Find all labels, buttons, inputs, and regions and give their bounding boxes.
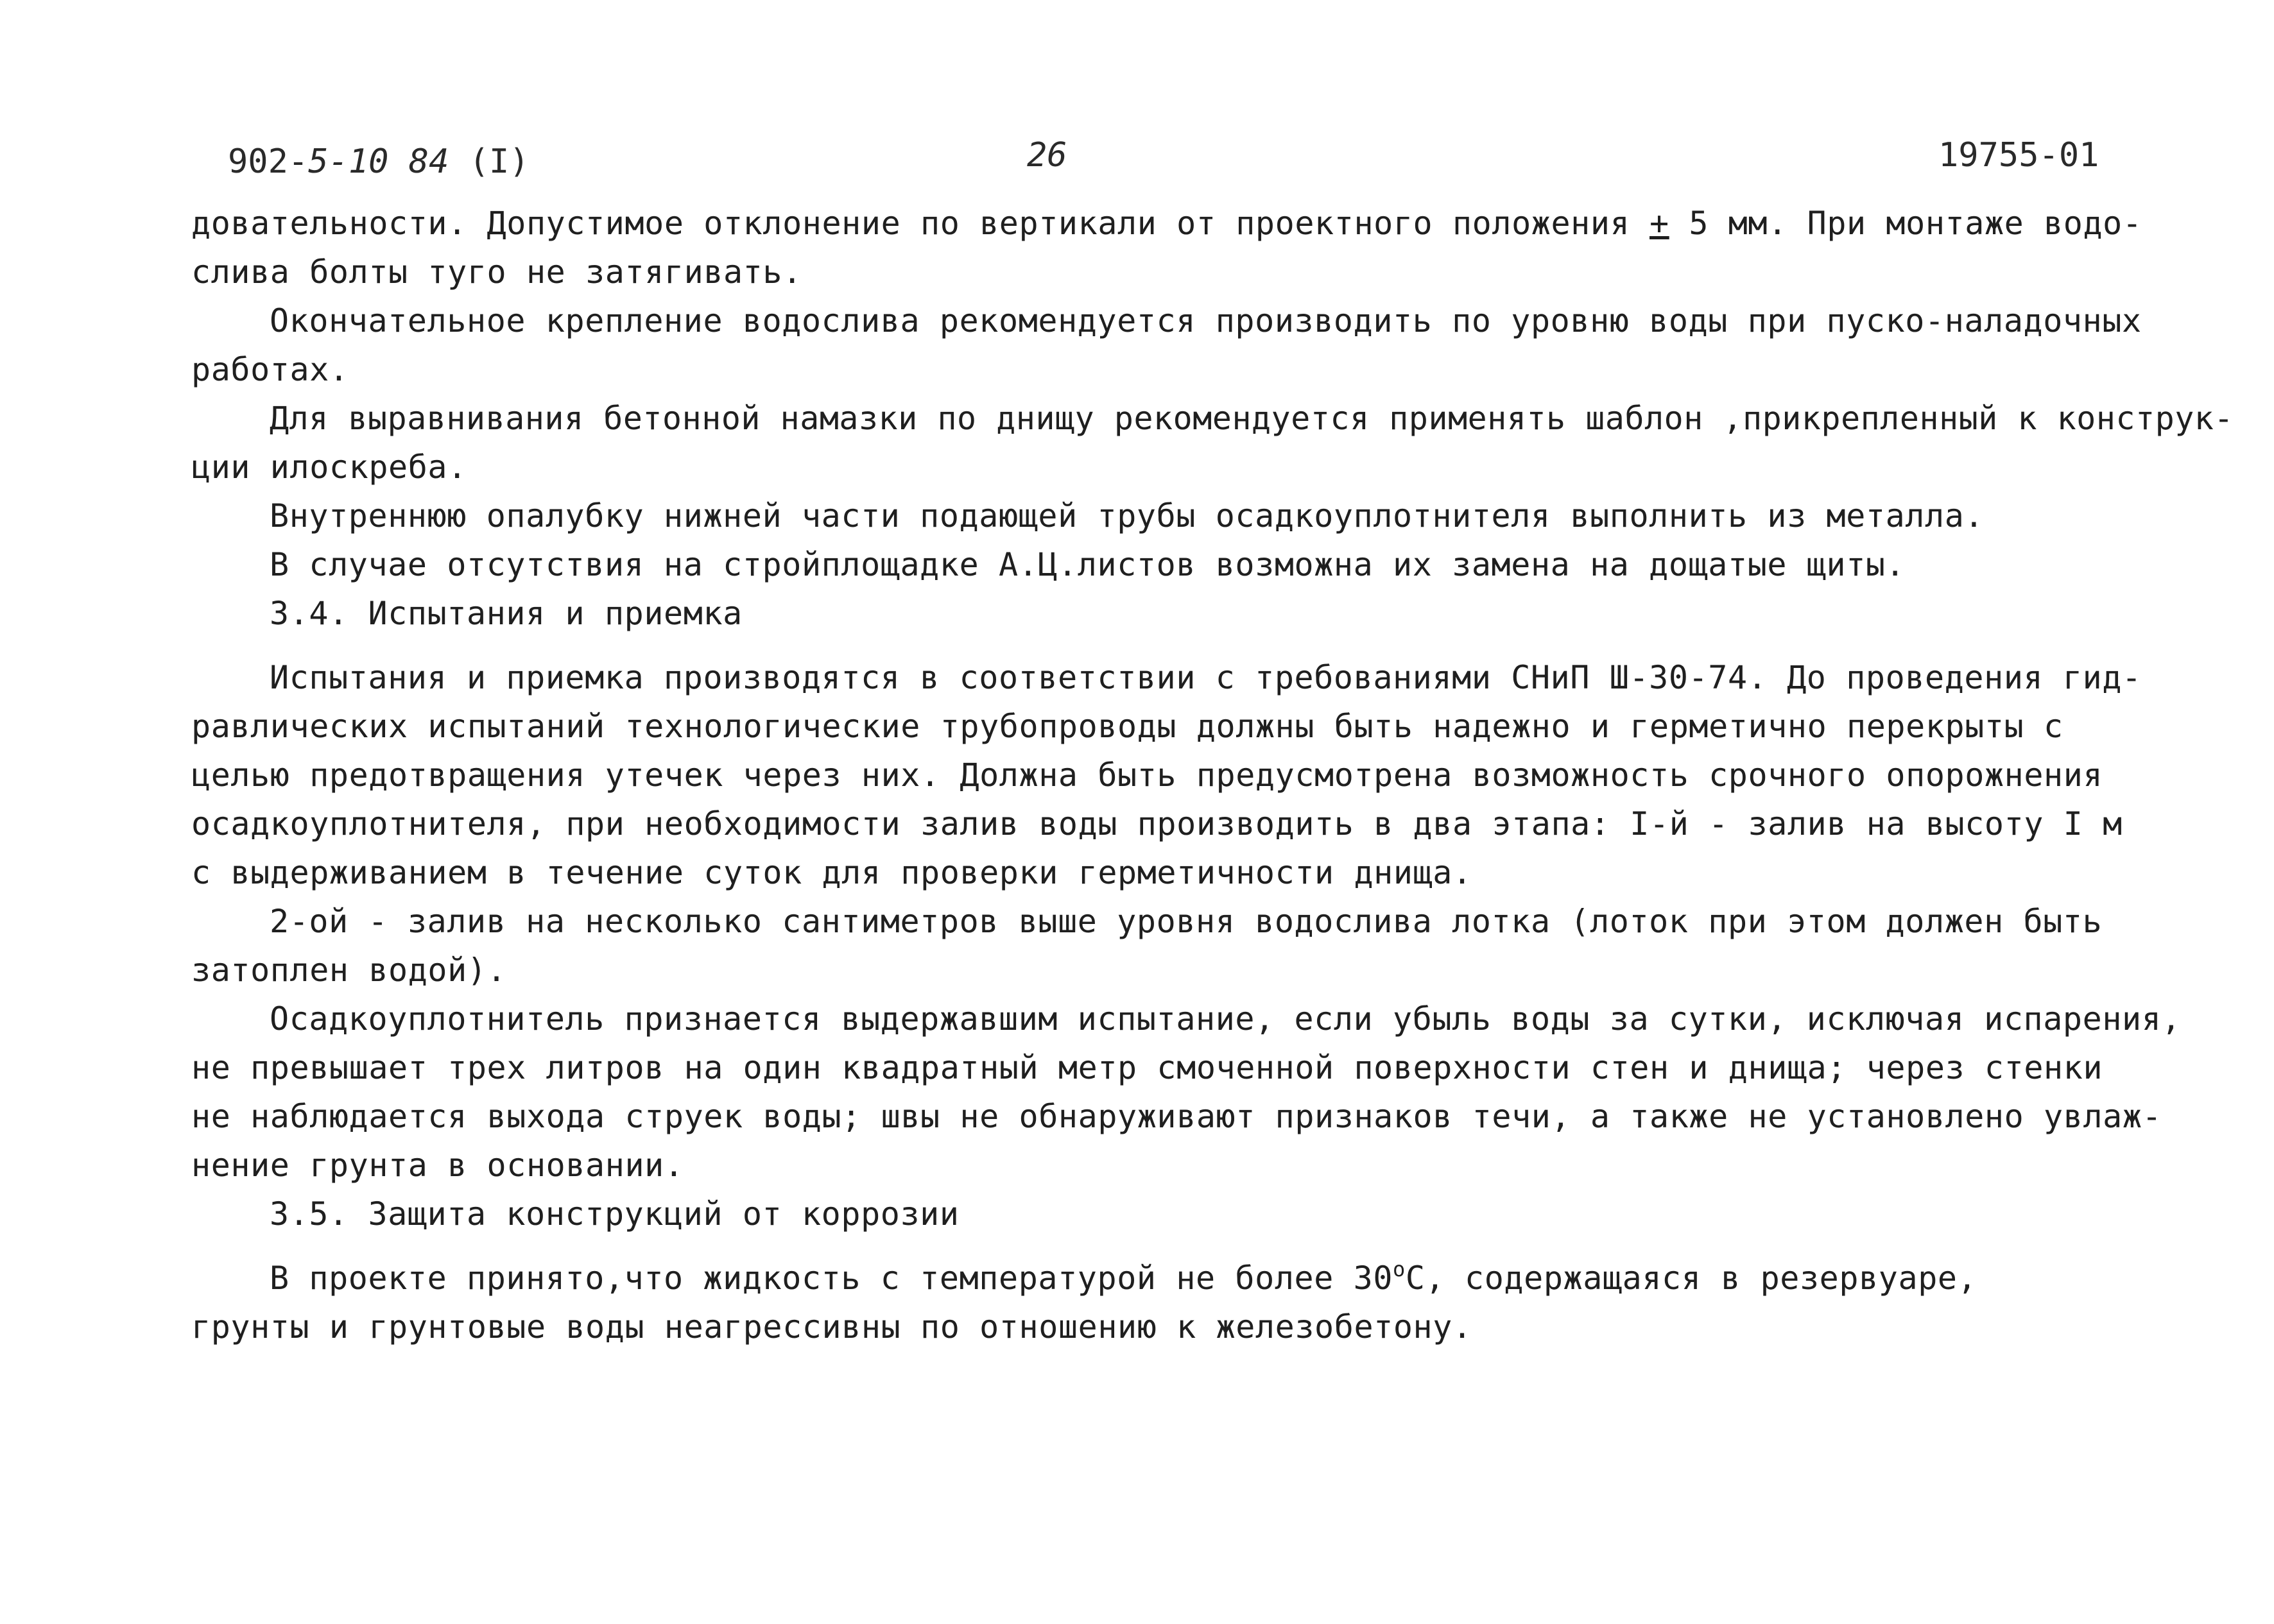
text-line: грунты и грунтовые воды неагрессивны по отношению к железобетону. bbox=[191, 1308, 1472, 1346]
paragraph-start: Окончательное крепление водослива рекомендуется производить по уровню воды при пуско-наладочных bbox=[270, 302, 2142, 339]
text-line: нение грунта в основании. bbox=[191, 1147, 684, 1184]
text-line: с выдерживанием в течение суток для проверки герметичности днища. bbox=[191, 854, 1472, 891]
text-line-part: В проекте принято,что жидкость с температурой не более 30 bbox=[270, 1260, 1393, 1297]
text-line bbox=[191, 204, 2142, 243]
paragraph-start: Внутреннюю опалубку нижней части подающей трубы осадкоуплотнителя выполнить из металла. bbox=[270, 497, 1985, 534]
section-heading: 3.4. Испытания и приемка bbox=[270, 595, 743, 632]
text-line: осадкоуплотнителя, при необходимости залив воды производить в два этапа: I-й - залив на высоту I м bbox=[191, 805, 2123, 842]
text-line-part: 5 мм. При монтаже водо- bbox=[1669, 205, 2142, 242]
inventory-number: 19755-01 bbox=[1938, 136, 2099, 175]
document-code-suffix: (I) bbox=[469, 142, 530, 181]
text-line: равлических испытаний технологические трубопроводы должны быть надежно и герметично перекрыты с bbox=[191, 708, 2063, 745]
text-line: затоплен водой). bbox=[191, 952, 507, 989]
document-code-handwritten: 5-10 84 bbox=[308, 142, 449, 181]
text-line: работах. bbox=[191, 351, 349, 388]
text-line: ции илоскреба. bbox=[191, 449, 467, 486]
page-number: 26 bbox=[1027, 136, 1067, 175]
text-line-part: довательности. Допустимое отклонение по вертикали от проектного положения bbox=[191, 205, 1650, 242]
paragraph-start: Осадкоуплотнитель признается выдержавшим испытание, если убыль воды за сутки, исключая испарения, bbox=[270, 1000, 2182, 1038]
degree-sign: o bbox=[1393, 1257, 1406, 1281]
text-line: не наблюдается выхода струек воды; швы не обнаруживают признаков течи, а также не установлено увлаж- bbox=[191, 1098, 2162, 1135]
text-line-part: С, содержащаяся в резервуаре, bbox=[1405, 1260, 1977, 1297]
document-code-prefix: 902- bbox=[228, 142, 309, 181]
text-line: слива болты туго не затягивать. bbox=[191, 253, 802, 291]
paragraph-start: Испытания и приемка производятся в соответствии с требованиями СНиП Ш-30-74. До проведения гид- bbox=[270, 659, 2142, 696]
plus-minus-sign: + bbox=[1650, 205, 1669, 242]
text-line: не превышает трех литров на один квадратный метр смоченной поверхности стен и днища; через стенки bbox=[191, 1049, 2103, 1086]
paragraph-start: 2-ой - залив на несколько сантиметров выше уровня водослива лотка (лоток при этом должен быть bbox=[270, 903, 2103, 940]
section-heading: 3.5. Защита конструкций от коррозии bbox=[270, 1195, 960, 1233]
document-code bbox=[228, 142, 530, 181]
paragraph-start bbox=[270, 1259, 1977, 1297]
text-line: целью предотвращения утечек через них. Должна быть предусмотрена возможность срочного опорожнения bbox=[191, 756, 2103, 794]
paragraph-start: Для выравнивания бетонной намазки по днищу рекомендуется применять шаблон ,прикрепленный к конструк- bbox=[270, 400, 2234, 437]
paragraph-start: В случае отсутствия на стройплощадке А.Ц.листов возможна их замена на дощатые щиты. bbox=[270, 546, 1906, 583]
